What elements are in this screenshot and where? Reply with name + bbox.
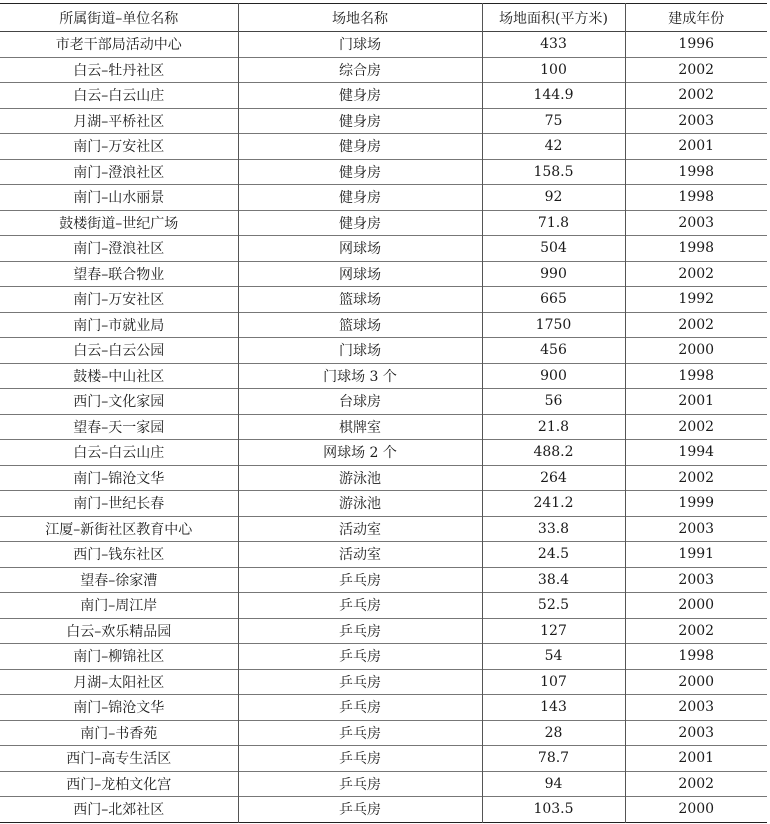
cell-unit-name: 西门–高专生活区 bbox=[0, 746, 238, 772]
cell-year: 1998 bbox=[625, 159, 767, 185]
table-row bbox=[0, 414, 767, 440]
cell-venue-name: 健身房 bbox=[238, 210, 482, 236]
cell-area: 42 bbox=[482, 134, 625, 160]
table-row bbox=[0, 159, 767, 185]
table-row bbox=[0, 312, 767, 338]
cell-area: 990 bbox=[482, 261, 625, 287]
table-row bbox=[0, 644, 767, 670]
header-venue-name: 场地名称 bbox=[238, 4, 482, 32]
table-row bbox=[0, 797, 767, 823]
cell-unit-name: 南门–万安社区 bbox=[0, 287, 238, 313]
cell-unit-name: 西门–钱东社区 bbox=[0, 542, 238, 568]
cell-year: 1998 bbox=[625, 185, 767, 211]
cell-area: 78.7 bbox=[482, 746, 625, 772]
cell-venue-name: 综合房 bbox=[238, 57, 482, 83]
cell-year: 2002 bbox=[625, 465, 767, 491]
cell-year: 2001 bbox=[625, 389, 767, 415]
table-row bbox=[0, 363, 767, 389]
cell-unit-name: 望春–天一家园 bbox=[0, 414, 238, 440]
cell-venue-name: 篮球场 bbox=[238, 312, 482, 338]
cell-area: 24.5 bbox=[482, 542, 625, 568]
table-row bbox=[0, 210, 767, 236]
cell-area: 21.8 bbox=[482, 414, 625, 440]
cell-area: 504 bbox=[482, 236, 625, 262]
cell-year: 2002 bbox=[625, 414, 767, 440]
table-row bbox=[0, 32, 767, 58]
cell-year: 2002 bbox=[625, 261, 767, 287]
cell-year: 2003 bbox=[625, 695, 767, 721]
cell-venue-name: 棋牌室 bbox=[238, 414, 482, 440]
cell-year: 1996 bbox=[678, 36, 715, 53]
table-row bbox=[0, 746, 767, 772]
cell-area: 1750 bbox=[482, 312, 625, 338]
cell-area: 71.8 bbox=[482, 210, 625, 236]
cell-area: 127 bbox=[482, 618, 625, 644]
cell-unit-name: 南门–万安社区 bbox=[0, 134, 238, 160]
cell-area: 241.2 bbox=[482, 491, 625, 517]
table-row bbox=[0, 695, 767, 721]
facilities-table bbox=[0, 3, 767, 823]
cell-area: 488.2 bbox=[482, 440, 625, 466]
cell-unit-name: 南门–柳锦社区 bbox=[0, 644, 238, 670]
table-row bbox=[0, 83, 767, 109]
cell-venue-name: 游泳池 bbox=[238, 465, 482, 491]
cell-unit-name: 江厦–新街社区教育中心 bbox=[0, 516, 238, 542]
cell-venue-name: 乒乓房 bbox=[238, 746, 482, 772]
cell-venue-name: 乒乓房 bbox=[238, 593, 482, 619]
cell-unit-name: 南门–澄浪社区 bbox=[0, 159, 238, 185]
cell-year: 1991 bbox=[625, 542, 767, 568]
cell-year: 2000 bbox=[625, 338, 767, 364]
cell-unit-name: 鼓楼街道–世纪广场 bbox=[0, 210, 238, 236]
table-row bbox=[0, 669, 767, 695]
cell-area: 103.5 bbox=[482, 797, 625, 823]
cell-area: 92 bbox=[482, 185, 625, 211]
header-row bbox=[0, 4, 767, 32]
cell-unit-name: 市老干部局活动中心 bbox=[0, 32, 238, 58]
cell-venue-name: 门球场 3 个 bbox=[238, 363, 482, 389]
header-unit-name: 所属街道–单位名称 bbox=[0, 4, 238, 32]
cell-venue-name: 健身房 bbox=[238, 159, 482, 185]
cell-venue-name: 乒乓房 bbox=[238, 720, 482, 746]
cell-unit-name: 望春–徐家漕 bbox=[0, 567, 238, 593]
table-row bbox=[0, 108, 767, 134]
cell-area: 56 bbox=[482, 389, 625, 415]
cell-venue-name: 健身房 bbox=[238, 83, 482, 109]
cell-venue-name: 门球场 bbox=[238, 338, 482, 364]
table-row bbox=[0, 261, 767, 287]
cell-venue-name: 网球场 2 个 bbox=[238, 440, 482, 466]
cell-unit-name: 南门–世纪长春 bbox=[0, 491, 238, 517]
cell-year: 2003 bbox=[625, 108, 767, 134]
cell-year: 2002 bbox=[625, 83, 767, 109]
table-row bbox=[0, 57, 767, 83]
cell-unit-name: 月湖–平桥社区 bbox=[0, 108, 238, 134]
cell-unit-name: 南门–书香苑 bbox=[0, 720, 238, 746]
cell-venue-name: 健身房 bbox=[238, 108, 482, 134]
table-header bbox=[0, 4, 767, 32]
cell-unit-name: 白云–白云山庄 bbox=[0, 440, 238, 466]
cell-unit-name: 南门–澄浪社区 bbox=[0, 236, 238, 262]
table-row bbox=[0, 542, 767, 568]
cell-venue-name: 门球场 bbox=[238, 32, 482, 58]
table-row bbox=[0, 389, 767, 415]
cell-unit-name: 西门–文化家园 bbox=[0, 389, 238, 415]
cell-year: 1999 bbox=[625, 491, 767, 517]
cell-venue-name: 游泳池 bbox=[238, 491, 482, 517]
cell-year: 1994 bbox=[625, 440, 767, 466]
table-row bbox=[0, 771, 767, 797]
cell-area: 158.5 bbox=[482, 159, 625, 185]
cell-venue-name: 网球场 bbox=[238, 236, 482, 262]
table-body bbox=[0, 32, 767, 823]
cell-year: 2002 bbox=[625, 312, 767, 338]
cell-area: 143 bbox=[482, 695, 625, 721]
cell-venue-name: 乒乓房 bbox=[238, 669, 482, 695]
cell-unit-name: 白云–欢乐精品园 bbox=[0, 618, 238, 644]
cell-year: 2000 bbox=[625, 593, 767, 619]
cell-venue-name: 健身房 bbox=[238, 185, 482, 211]
cell-venue-name: 篮球场 bbox=[238, 287, 482, 313]
cell-unit-name: 望春–联合物业 bbox=[0, 261, 238, 287]
cell-venue-name: 乒乓房 bbox=[238, 797, 482, 823]
cell-area: 33.8 bbox=[482, 516, 625, 542]
cell-unit-name: 月湖–太阳社区 bbox=[0, 669, 238, 695]
cell-area: 107 bbox=[482, 669, 625, 695]
table-row bbox=[0, 720, 767, 746]
cell-year: 1998 bbox=[625, 236, 767, 262]
table-row bbox=[0, 236, 767, 262]
cell-year: 2003 bbox=[625, 210, 767, 236]
table-row bbox=[0, 593, 767, 619]
cell-area: 28 bbox=[482, 720, 625, 746]
cell-unit-name: 白云–白云山庄 bbox=[0, 83, 238, 109]
cell-year: 2003 bbox=[625, 516, 767, 542]
table-row bbox=[0, 516, 767, 542]
cell-venue-name: 乒乓房 bbox=[238, 567, 482, 593]
cell-venue-name: 乒乓房 bbox=[238, 771, 482, 797]
cell-area: 456 bbox=[482, 338, 625, 364]
cell-year: 2001 bbox=[625, 746, 767, 772]
cell-area: 54 bbox=[482, 644, 625, 670]
cell-venue-name: 乒乓房 bbox=[238, 644, 482, 670]
cell-year: 1998 bbox=[625, 363, 767, 389]
cell-area: 433 bbox=[482, 32, 625, 58]
table-row bbox=[0, 491, 767, 517]
table-row bbox=[0, 338, 767, 364]
cell-venue-name: 乒乓房 bbox=[238, 695, 482, 721]
cell-area: 665 bbox=[482, 287, 625, 313]
cell-unit-name: 西门–龙柏文化宫 bbox=[0, 771, 238, 797]
cell-area: 38.4 bbox=[482, 567, 625, 593]
cell-year: 2003 bbox=[625, 567, 767, 593]
cell-area: 264 bbox=[482, 465, 625, 491]
cell-year: 1992 bbox=[625, 287, 767, 313]
cell-venue-name: 网球场 bbox=[238, 261, 482, 287]
table-row bbox=[0, 134, 767, 160]
cell-area: 94 bbox=[482, 771, 625, 797]
cell-year: 2000 bbox=[625, 669, 767, 695]
cell-area: 100 bbox=[482, 57, 625, 83]
cell-unit-name: 西门–北郊社区 bbox=[0, 797, 238, 823]
table-row bbox=[0, 618, 767, 644]
cell-unit-name: 南门–山水丽景 bbox=[0, 185, 238, 211]
header-area: 场地面积(平方米) bbox=[482, 4, 625, 32]
cell-area: 144.9 bbox=[482, 83, 625, 109]
cell-venue-name: 活动室 bbox=[238, 542, 482, 568]
cell-year: 2002 bbox=[625, 771, 767, 797]
cell-venue-name: 健身房 bbox=[238, 134, 482, 160]
cell-year: 2002 bbox=[625, 618, 767, 644]
table-row bbox=[0, 185, 767, 211]
cell-unit-name: 鼓楼–中山社区 bbox=[0, 363, 238, 389]
cell-unit-name: 南门–市就业局 bbox=[0, 312, 238, 338]
cell-area: 900 bbox=[482, 363, 625, 389]
cell-year: 1998 bbox=[625, 644, 767, 670]
cell-year: 2001 bbox=[625, 134, 767, 160]
cell-venue-name: 台球房 bbox=[238, 389, 482, 415]
cell-unit-name: 南门–锦沧文华 bbox=[0, 695, 238, 721]
cell-year: 2000 bbox=[625, 797, 767, 823]
cell-year: 2002 bbox=[625, 57, 767, 83]
table-row bbox=[0, 567, 767, 593]
table-row bbox=[0, 465, 767, 491]
table-row bbox=[0, 440, 767, 466]
cell-area: 75 bbox=[482, 108, 625, 134]
cell-unit-name: 南门–周江岸 bbox=[0, 593, 238, 619]
cell-unit-name: 南门–锦沧文华 bbox=[0, 465, 238, 491]
cell-area: 52.5 bbox=[482, 593, 625, 619]
table-row bbox=[0, 287, 767, 313]
cell-venue-name: 乒乓房 bbox=[238, 618, 482, 644]
cell-venue-name: 活动室 bbox=[238, 516, 482, 542]
cell-year: 2003 bbox=[625, 720, 767, 746]
cell-unit-name: 白云–白云公园 bbox=[0, 338, 238, 364]
cell-unit-name: 白云–牡丹社区 bbox=[0, 57, 238, 83]
header-year: 建成年份 bbox=[668, 10, 725, 27]
